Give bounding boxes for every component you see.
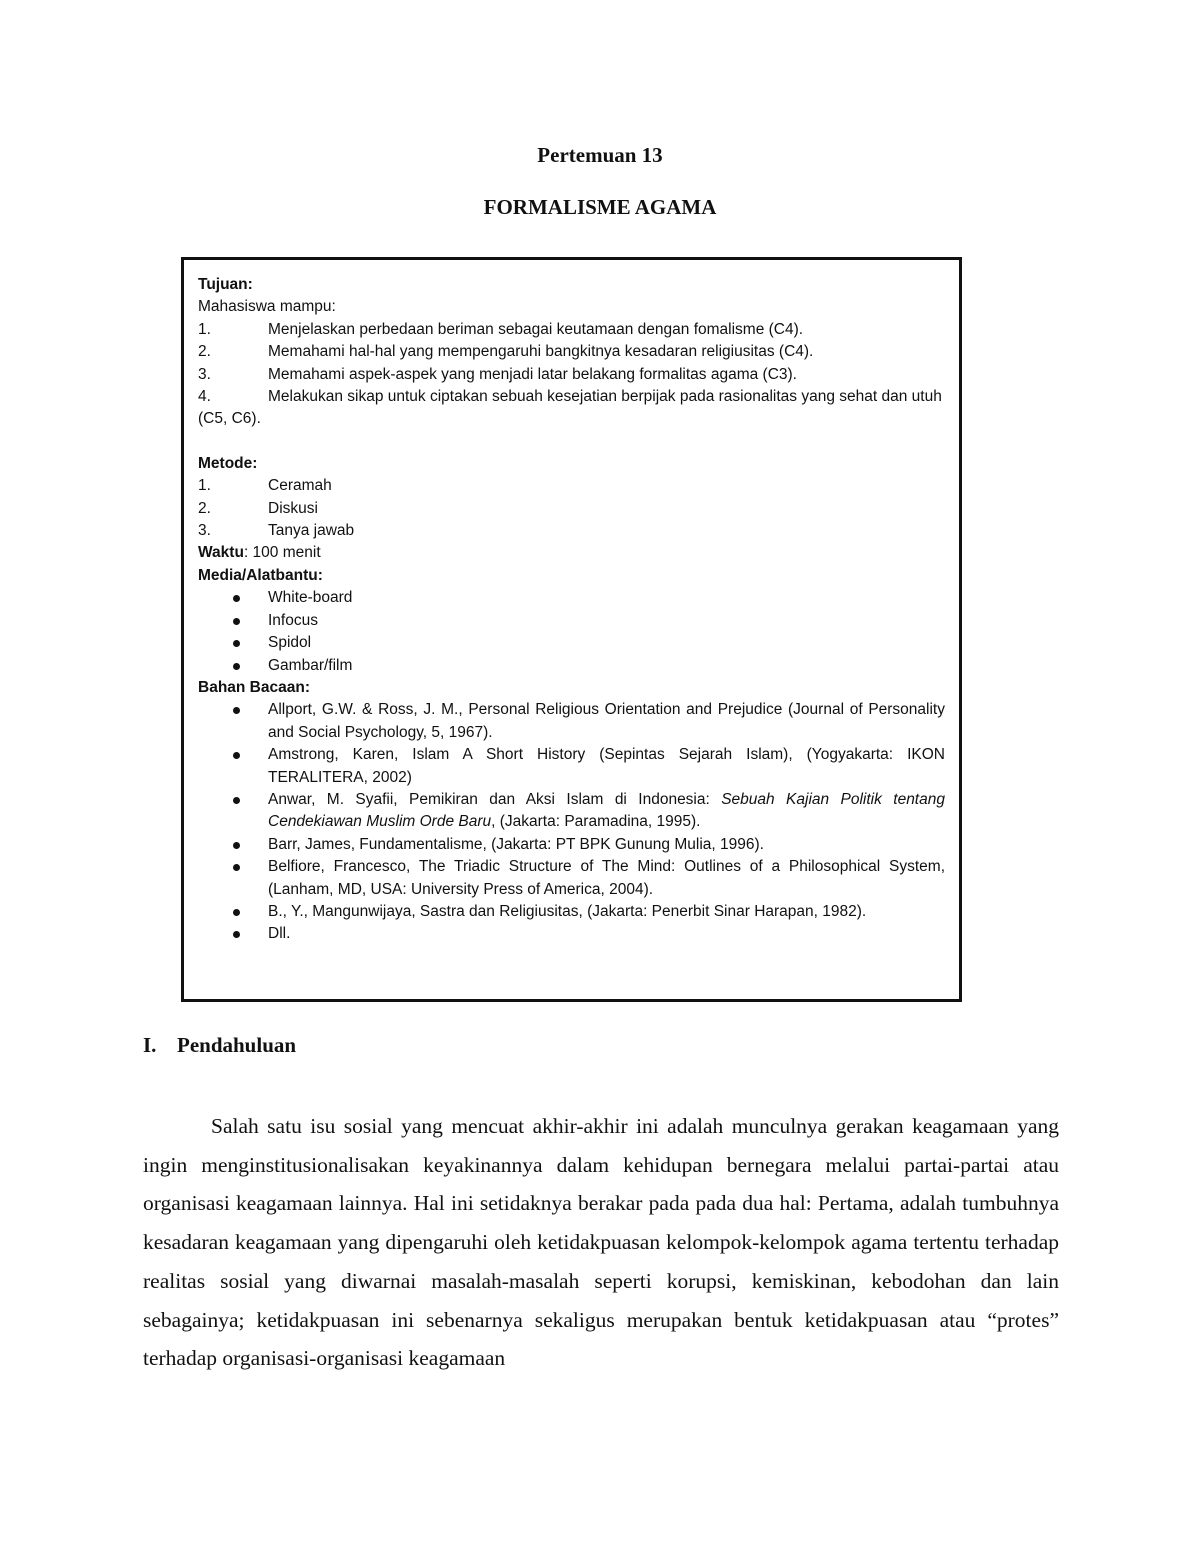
bullet-icon [198, 744, 268, 766]
bullet-icon [198, 699, 268, 721]
bullet-icon [198, 610, 268, 632]
item-text: Ceramah [268, 477, 332, 495]
list-item-text: Gambar/film [268, 656, 353, 674]
tujuan-item [198, 341, 945, 363]
item-number: 4. [198, 388, 211, 406]
reference-item [198, 901, 945, 923]
reference-item [198, 923, 945, 945]
reference-item [198, 699, 945, 744]
bullet-icon [198, 587, 268, 609]
reference-text-post: , (Jakarta: Paramadina, 1995). [491, 813, 701, 831]
item-text: Tanya jawab [268, 522, 355, 540]
reference-text: B., Y., Mangunwijaya, Sastra dan Religiusitas, (Jakarta: Penerbit Sinar Harapan, 1982). [268, 902, 867, 920]
list-item [198, 632, 945, 654]
metode-item [198, 498, 945, 520]
intro-paragraph: Salah satu isu sosial yang mencuat akhir-akhir ini adalah munculnya gerakan keagamaan yang ingin menginstitusionalisakan keyakinannya dalam kehidupan bernegara melalui partai-partai atau organisasi keagamaan lainnya. Hal ini setidaknya berakar pada pada dua hal: Pertama, adalah tumbuhnya kesadaran keagamaan yang dipengaruhi oleh ketidakpuasan kelompok-kelompok agama tertentu terhadap realitas sosial yang diwarnai masalah-masalah seperti korupsi, kemiskinan, kebodohan dan lain sebagainya; ketidakpuasan ini sebenarnya sekaligus merupakan bentuk ketidakpuasan atau “protes” terhadap organisasi-organisasi keagamaan [143, 1114, 1059, 1371]
item-text: Memahami aspek-aspek yang menjadi latar belakang formalitas agama (C3). [268, 365, 797, 383]
meeting-title: Pertemuan 13 [537, 143, 663, 167]
bullet-icon [198, 655, 268, 677]
learning-info-box [181, 257, 962, 1002]
list-item-text: Spidol [268, 634, 312, 652]
bacaan-label: Bahan Bacaan: [198, 678, 310, 696]
section-title: Pendahuluan [177, 1033, 297, 1057]
tujuan-label: Tujuan: [198, 276, 253, 293]
section-number: I. [143, 1033, 157, 1057]
item-number: 2. [198, 343, 211, 361]
media-label: Media/Alatbantu: [198, 566, 323, 584]
tujuan-item [198, 386, 945, 431]
metode-item [198, 520, 945, 542]
list-item [198, 587, 945, 609]
reference-text [268, 789, 945, 834]
list-item-text: White-board [268, 589, 353, 607]
list-item-text: Infocus [268, 611, 318, 629]
section-heading [143, 1033, 296, 1058]
bullet-icon [198, 923, 268, 945]
reference-text: Amstrong, Karen, Islam A Short History (Sepintas Sejarah Islam), (Yogyakarta: IKON TERALITERA, 2002) [268, 746, 945, 786]
reference-item [198, 744, 945, 789]
list-item [198, 655, 945, 677]
reference-text: Barr, James, Fundamentalisme, (Jakarta: PT BPK Gunung Mulia, 1996). [268, 835, 764, 853]
item-number: 1. [198, 320, 211, 338]
reading-list [198, 699, 945, 945]
metode-item [198, 475, 945, 497]
bullet-icon [198, 789, 268, 811]
item-number: 1. [198, 477, 211, 495]
topic-title: FORMALISME AGAMA [483, 195, 717, 219]
tujuan-intro: Mahasiswa mampu: [198, 298, 336, 316]
item-number: 3. [198, 365, 211, 383]
bullet-icon [198, 834, 268, 856]
item-text: Memahami hal-hal yang mempengaruhi bangkitnya kesadaran religiusitas (C4). [268, 343, 814, 361]
tujuan-item [198, 364, 945, 386]
reference-item [198, 789, 945, 834]
bullet-icon [198, 632, 268, 654]
item-number: 3. [198, 522, 211, 540]
reference-italic-title: Sebuah Kajian Politik tentang Cendekiawan Muslim Orde Baru [268, 790, 945, 831]
item-text: Menjelaskan perbedaan beriman sebagai keutamaan dengan fomalisme (C4). [268, 320, 804, 338]
waktu-value: : 100 menit [243, 544, 321, 562]
bullet-icon [198, 856, 268, 878]
list-item [198, 610, 945, 632]
media-list [198, 587, 945, 677]
reference-item [198, 834, 945, 856]
reference-text-pre: Anwar, M. Syafii, Pemikiran dan Aksi Islam di Indonesia: [268, 790, 722, 808]
reference-text: Allport, G.W. & Ross, J. M., Personal Religious Orientation and Prejudice (Journal of Personality and Social Psychology, 5, 1967). [268, 701, 945, 741]
reference-text: Dll. [268, 925, 291, 943]
reference-text: Belfiore, Francesco, The Triadic Structure of The Mind: Outlines of a Philosophical System, (Lanham, MD, USA: University Press of America, 2004). [268, 858, 945, 898]
waktu-line [198, 542, 945, 564]
tujuan-item [198, 319, 945, 341]
reference-item [198, 856, 945, 901]
waktu-label: Waktu [198, 544, 244, 562]
item-number: 2. [198, 499, 211, 517]
item-text: Melakukan sikap untuk ciptakan sebuah kesejatian berpijak pada rasionalitas yang sehat dan utuh (C5, C6). [198, 388, 942, 428]
bullet-icon [198, 901, 268, 923]
item-text: Diskusi [268, 499, 318, 517]
metode-label: Metode: [198, 454, 258, 472]
